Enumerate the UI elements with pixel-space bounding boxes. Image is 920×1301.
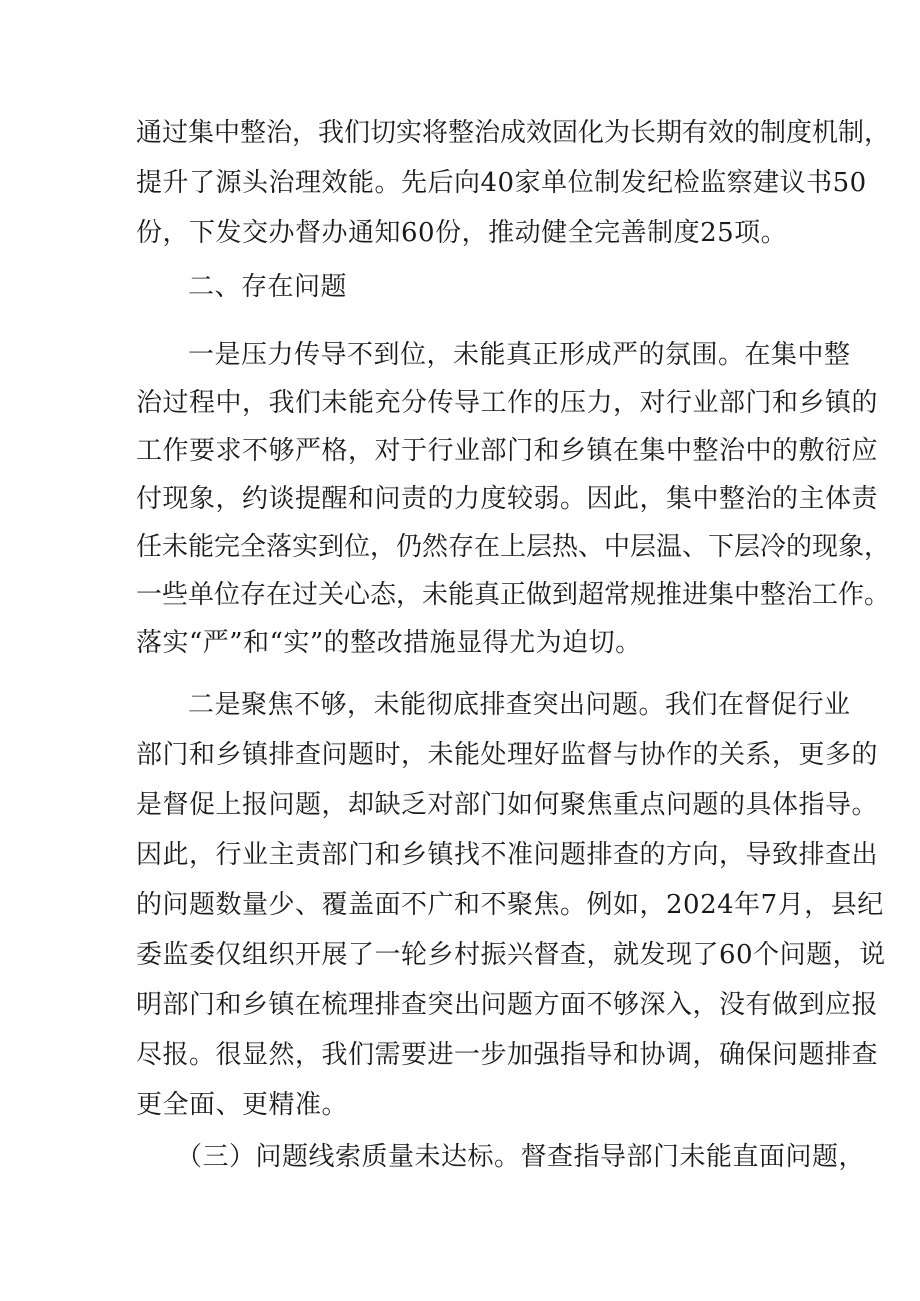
section-heading: 二、存在问题 bbox=[188, 272, 348, 302]
paragraph-1-line-1: 通过集中整治，我们切实将整治成效固化为长期有效的制度机制， bbox=[136, 118, 891, 148]
paragraph-3-line-7: 明部门和乡镇在梳理排查突出问题方面不够深入，没有做到应报 bbox=[136, 990, 879, 1020]
paragraph-1-line-3: 份，下发交办督办通知60份，推动健全完善制度25项。 bbox=[136, 218, 788, 248]
paragraph-2-line-6: 一些单位存在过关心态，未能真正做到超常规推进集中整治工作。 bbox=[136, 580, 891, 610]
paragraph-3-line-6: 委监委仅组织开展了一轮乡村振兴督查，就发现了60个问题，说 bbox=[136, 940, 886, 970]
paragraph-3-line-8: 尽报。很显然，我们需要进一步加强指导和协调，确保问题排查 bbox=[136, 1040, 879, 1070]
paragraph-3-line-4: 因此，行业主责部门和乡镇找不准问题排查的方向，导致排查出 bbox=[136, 840, 879, 870]
paragraph-3-line-2: 部门和乡镇排查问题时，未能处理好监督与协作的关系，更多的 bbox=[136, 740, 879, 770]
paragraph-3-line-5: 的问题数量少、覆盖面不广和不聚焦。例如，2024年7月，县纪 bbox=[136, 890, 884, 920]
paragraph-2-line-5: 任未能完全落实到位，仍然存在上层热、中层温、下层冷的现象， bbox=[136, 532, 891, 562]
paragraph-3-line-9: 更全面、更精准。 bbox=[136, 1090, 349, 1120]
paragraph-4-line-1: （三）问题线索质量未达标。督查指导部门未能直面问题， bbox=[176, 1142, 866, 1172]
paragraph-3-line-3: 是督促上报问题，却缺乏对部门如何聚焦重点问题的具体指导。 bbox=[136, 790, 879, 820]
paragraph-2-line-4: 付现象，约谈提醒和问责的力度较弱。因此，集中整治的主体责 bbox=[136, 484, 879, 514]
paragraph-3-line-1: 二是聚焦不够，未能彻底排查突出问题。我们在督促行业 bbox=[188, 690, 851, 720]
paragraph-1-line-2: 提升了源头治理效能。先后向40家单位制发纪检监察建议书50 bbox=[136, 168, 867, 198]
paragraph-2-line-1: 一是压力传导不到位，未能真正形成严的氛围。在集中整 bbox=[188, 340, 851, 370]
paragraph-2-line-2: 治过程中，我们未能充分传导工作的压力，对行业部门和乡镇的 bbox=[136, 388, 879, 418]
paragraph-2-line-7: 落实“严”和“实”的整改措施显得尤为迫切。 bbox=[136, 628, 642, 658]
paragraph-2-line-3: 工作要求不够严格，对于行业部门和乡镇在集中整治中的敷衍应 bbox=[136, 436, 879, 466]
